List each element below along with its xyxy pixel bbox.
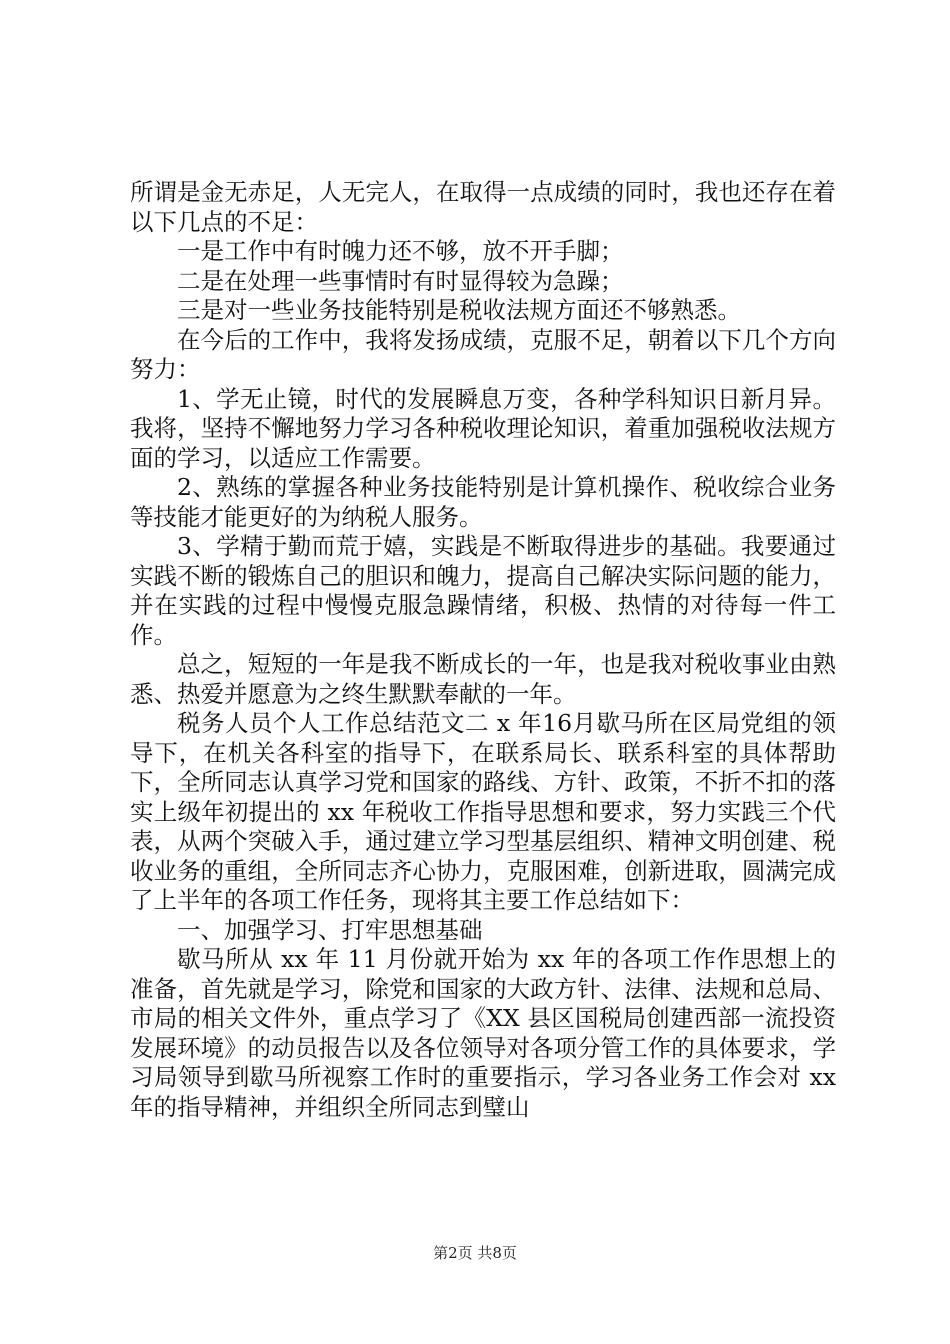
document-body [130,178,836,1122]
section-heading: 一、加强学习、打牢思想基础 [177,915,483,944]
paragraph-6: 1、学无止镜，时代的发展瞬息万变，各种学科知识日新月异。我将，坚持不懈地努力学习各种税收理论知识，着重加强税收法规方面的学习，以适应工作需要。 [130,384,836,472]
page-footer [0,1243,950,1263]
paragraph-4: 三是对一些业务技能特别是税收法规方面还不够熟悉。 [177,296,741,324]
paragraph-5: 在今后的工作中，我将发扬成绩，克服不足，朝着以下几个方向努力： [130,325,836,383]
paragraph-9: 总之，短短的一年是我不断成长的一年，也是我对税收事业由熟悉、热爱并愿意为之终生默默奉献的一年。 [130,650,836,708]
paragraph-12: 歇马所从 xx 年 11 月份就开始为 xx 年的各项工作作思想上的准备，首先就是学习，除党和国家的大政方针、法律、法规和总局、市局的相关文件外，重点学习了《XX 县区国税局创建西部一流投资发展环境》的动员报告以及各位领导对各项分管工作的具体要求，学习局领导到歇马所视察工作时的重要指示，学习各业务工作会对 xx 年的指导精神，并组织全所同志到璧山 [130,945,836,1121]
paragraph-10: 税务人员个人工作总结范文二 x 年16月歇马所在区局党组的领导下，在机关各科室的指导下，在联系局长、联系科室的具体帮助下，全所同志认真学习党和国家的路线、方针、政策，不折不扣的落实上级年初提出的 xx 年税收工作指导思想和要求，努力实践三个代表，从两个突破入手，通过建立学习型基层组织、精神文明创建、税收业务的重组，全所同志齐心协力，克服困难，创新进取，圆满完成了上半年的各项工作任务，现将其主要工作总结如下： [130,709,836,914]
page-number-label: 第2页 共8页 [433,1244,517,1262]
paragraph-8: 3、学精于勤而荒于嬉，实践是不断取得进步的基础。我要通过实践不断的锻炼自己的胆识和魄力，提高自己解决实际问题的能力，并在实践的过程中慢慢克服急躁情绪，积极、热情的对待每一件工作。 [130,532,836,649]
paragraph-2: 一是工作中有时魄力还不够，放不开手脚； [177,237,624,265]
paragraph-7: 2、熟练的掌握各种业务技能特别是计算机操作、税收综合业务等技能才能更好的为纳税人服务。 [130,473,836,531]
paragraph-1: 所谓是金无赤足，人无完人，在取得一点成绩的同时，我也还存在着以下几点的不足： [130,178,836,236]
paragraph-3: 二是在处理一些事情时有时显得较为急躁； [177,266,624,295]
